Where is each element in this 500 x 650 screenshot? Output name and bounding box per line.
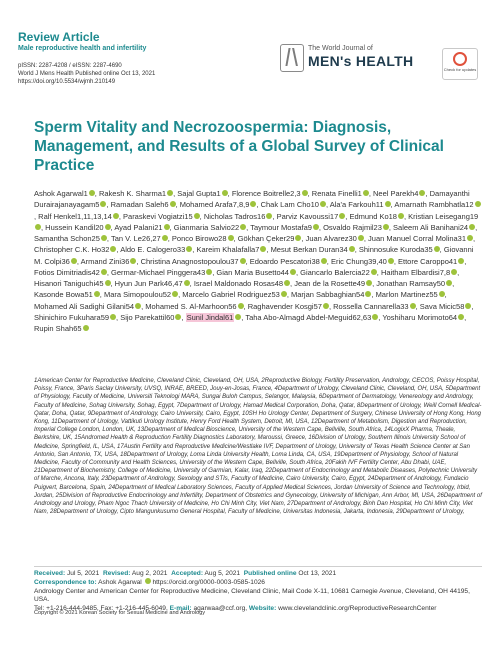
author-separator: , bbox=[376, 267, 381, 277]
author-name: Ashok Agarwal1 bbox=[34, 189, 88, 198]
author-name: Fotios Dimitriadis42 bbox=[34, 267, 100, 277]
author-separator: , bbox=[471, 301, 474, 311]
author-separator: , bbox=[199, 211, 204, 221]
author-name: Osvaldo Rajmil23 bbox=[323, 222, 382, 232]
divider bbox=[34, 566, 482, 567]
author-name: Gianmaria Salvio22 bbox=[173, 222, 240, 232]
author-separator: , bbox=[243, 301, 248, 311]
received-date: Jul 5, 2021 bbox=[67, 570, 100, 577]
author-name: Sajal Gupta1 bbox=[177, 189, 221, 198]
author-name: Sijo Parekattil60 bbox=[120, 312, 175, 322]
author-name: Paraskevi Vogiatzi15 bbox=[123, 211, 193, 221]
journal-name-big: MEN's HEALTH bbox=[308, 53, 414, 69]
author-name: Yoshiharu Morimoto64 bbox=[382, 312, 458, 322]
author-separator: , bbox=[473, 234, 476, 243]
author-name: Kasonde Bowa51 bbox=[34, 290, 93, 300]
orcid-icon bbox=[145, 578, 151, 584]
author-separator: , bbox=[136, 256, 141, 266]
published-date: Oct 13, 2021 bbox=[298, 570, 337, 577]
doi-link[interactable]: https://doi.org/10.5534/wjmh.210149 bbox=[18, 79, 116, 85]
author-name: Christopher C.K. Ho32 bbox=[34, 245, 110, 255]
correspondence-address: Andrology Center and American Center for Reproductive Medicine, Cleveland Clinic, Mail Code X-11, 10681 Carnegie Avenue, Cleveland, OH 44195, USA. bbox=[34, 587, 470, 604]
author-name: Ayad Palani21 bbox=[114, 222, 163, 232]
author-name: Christina Anagnostopoulou37 bbox=[140, 256, 239, 266]
article-meta bbox=[18, 62, 318, 86]
author-separator: , bbox=[403, 211, 409, 221]
dates-line bbox=[34, 570, 482, 578]
copyright: Copyright © 2021 Korean Society for Sexual Medicine and Andrology bbox=[34, 610, 206, 616]
author-separator: , bbox=[390, 200, 395, 210]
author-separator: , bbox=[76, 256, 81, 266]
author-name: Aldo E. Calogero33 bbox=[120, 245, 186, 255]
author-name: Raghavender Kosgi57 bbox=[247, 301, 322, 311]
author-name: Saleem Ali Banihani24 bbox=[393, 222, 469, 232]
author-name: Nicholas Tadros16 bbox=[203, 211, 266, 221]
affiliations-text: 1American Center for Reproductive Medicine, Cleveland Clinic, Cleveland, OH, USA, 2Reproductive Biology, Fertility Preservation, Andrology, CECOS, Poissy Hospital, Poissy, France, 3Paris Saclay University, UVSQ, INRAE, BREED, Jouy-en-Josas, France, 4Department of Urology, Cleveland Clinic, Cleveland, OH, USA, 5Department of Physiology, Faculty of Medicine, Universiti Teknologi MARA, Sungai Buloh Campus, Selangor, Malaysia, 6Department of Dermatology, Venereology and Andrology, Faculty of Medicine, Sohag University, Sohag, Egypt, 7Department of Urology, Hamad Medical Corporation, Doha, Qatar, 8Department of Urology, Weill Cornell Medical-Qatar, Doha, Qatar, 9Department of Andrology, Cairo University, Cairo, Egypt, 10SH Ho Urology Center, Department of Surgery, Chinese University of Hong Kong, Hong Kong, 11Department of Urology, Vattikuti Urology Institute, Henry Ford Health System, Detroit, MI, USA, 12Department of Metabolism, Digestion and Reproduction, Imperial College London, London, UK, 13Department of Medical Bioscience, University of the Western Cape, Bellville, South Africa, 14LogixX Pharma, Theale, Berkshire, UK, 15Andromed Health & Reproduction Fertility Diagnostics Laboratory, Maroussi, Greece, 16Division of Urology, Southern Illinois University School of Medicine, Springfield, IL, USA, 17Austin Fertility and Reproductive Medicine/Westlake IVF, Department of Urology, University of Texas Health Science Center at San Antonio, San Antonio, TX, USA, 18Department of Urology, Loma Linda University Health, Loma Linda, CA, USA, 19Department of Physiology, School of Natural Medicine, Faculty of Community and Health Sciences, University of the Western Cape, Bellville, South Africa, 20Fakih IVF Fertility Center, Abu Dhabi, UAE, 21Department of Biochemistry, College of Medicine, University of Garmian, Kalar, Iraq, 22Department of Endocrinology and Metabolic Diseases, Polytechnic University of Marche, Ancona, Italy, 23Department of Andrology, Sexology and STIs, Faculty of Medicine, Cairo University, Cairo, Egypt, 24Department of Andrology, Fundacio Puigvert, Barcelona, Spain, 24Department of Medical Laboratory Sciences, Faculty of Applied Medical Sciences, Jordan University of Science and Technology, Irbid, Jordan, 25Division of Reproductive Endocrinology and Infertility, Department of Obstetrics and Gynecology, University of Michigan, Ann Arbor, MI, USA, 26Department of Andrology and Urology, Pham Ngoc Thach University of Medicine, Ho Chi Minh City, Viet Nam, 27Department of Andrology, Binh Dan Hospital, Ho Chi Minh City, Viet Nam, 28Department of Urology, Cipto Mangunkusumo General Hospital, Faculty of Medicine, Universitas Indonesia, Jakarta, Indonesia, 29Department of Urology, bbox=[34, 378, 482, 516]
author-separator: , bbox=[175, 200, 180, 210]
author-separator: , bbox=[378, 312, 383, 322]
author-separator: , bbox=[246, 222, 251, 232]
author-name: Edoardo Pescatori38 bbox=[249, 256, 320, 266]
author-name: Israel Maldonado Rosas48 bbox=[193, 279, 284, 288]
author-name: Gian Maria Busetto44 bbox=[216, 267, 289, 277]
author-name: Juan Alvarez30 bbox=[305, 234, 357, 243]
author-name: Mesut Berkan Duran34 bbox=[270, 245, 348, 255]
issn: pISSN: 2287-4208 / eISSN: 2287-4690 bbox=[18, 63, 122, 69]
author-name: Mara Simopoulou52 bbox=[103, 290, 172, 300]
author-separator: , bbox=[178, 290, 183, 300]
correspondence-label: Correspondence to: bbox=[34, 579, 97, 587]
author-separator: , bbox=[272, 211, 277, 221]
revised-date: Aug 2, 2021 bbox=[131, 570, 168, 577]
author-separator: , bbox=[393, 256, 399, 266]
author-separator: , bbox=[167, 234, 172, 243]
author-separator: , bbox=[295, 267, 301, 277]
author-separator: , bbox=[368, 189, 373, 198]
author-name: Sava Micic58 bbox=[419, 301, 465, 311]
author-name: Mohamed Ali Sadighi Gilani54 bbox=[34, 301, 135, 311]
author-name: Hisanori Taniguchi45 bbox=[34, 279, 104, 288]
author-separator: , bbox=[189, 279, 194, 288]
author-name: Mohamed Arafa7,8,9 bbox=[179, 200, 250, 210]
author-separator: , bbox=[118, 211, 124, 221]
author-name: Renata Finelli1 bbox=[311, 189, 362, 198]
author-name: Jean de la Rosette49 bbox=[294, 279, 366, 288]
tel-fax: Tel: +1-216-444-9485, Fax: +1-216-445-6049, bbox=[34, 604, 168, 612]
author-name: Damayanthi Durairajanayagam5 bbox=[34, 189, 470, 210]
author-separator: , bbox=[141, 301, 146, 311]
author-list bbox=[34, 188, 482, 334]
citation: World J Mens Health Published online Oct 13, 2021 bbox=[18, 71, 156, 77]
author-separator: , bbox=[116, 245, 121, 255]
author-separator: , bbox=[181, 312, 186, 322]
author-separator: , bbox=[307, 189, 312, 198]
author-separator: , bbox=[439, 245, 444, 255]
author-separator: , bbox=[345, 211, 350, 221]
author-separator: , bbox=[245, 256, 250, 266]
author-separator: , bbox=[464, 256, 467, 266]
author-name: Amarnath Rambhatla12 bbox=[394, 200, 474, 210]
author-name: Giancarlo Balercia22 bbox=[300, 267, 370, 277]
journal-name-small: The World Journal of bbox=[308, 45, 373, 52]
author-name: Giovanni M. Colpi36 bbox=[34, 245, 474, 266]
published-label: Published online bbox=[243, 570, 297, 577]
author-separator: , bbox=[212, 267, 217, 277]
revised-label: Revised: bbox=[102, 570, 131, 577]
author-name: Parviz Kavoussi17 bbox=[276, 211, 339, 221]
author-name: Armand Zini36 bbox=[80, 256, 130, 266]
author-separator: , bbox=[452, 279, 455, 288]
check-updates-icon bbox=[453, 52, 467, 66]
author-separator: , bbox=[266, 245, 271, 255]
author-name: Taymour Mostafa9 bbox=[250, 222, 312, 232]
author-separator: , bbox=[415, 301, 420, 311]
author-separator: , bbox=[116, 312, 121, 322]
author-name: Samantha Schon25 bbox=[34, 234, 100, 243]
author-name: Marjan Sabbaghian54 bbox=[291, 290, 365, 300]
author-separator: , bbox=[328, 301, 334, 311]
author-name: Tan V. Le26,27 bbox=[110, 234, 161, 243]
website-label: Website: bbox=[248, 604, 277, 612]
author-name: Edmund Ko18 bbox=[349, 211, 397, 221]
author-name: Hussein Kandil20 bbox=[45, 222, 104, 232]
author-name: Juan Manuel Corral Molina31 bbox=[368, 234, 466, 243]
email-link[interactable]: agarwaa@ccf.org, bbox=[193, 604, 248, 612]
author-separator: , bbox=[372, 279, 377, 288]
check-updates-label: Check for updates bbox=[443, 67, 477, 72]
author-name: Ralf Henkel1,11,13,14 bbox=[38, 211, 112, 221]
author-name: Hyun Jun Park46,47 bbox=[114, 279, 183, 288]
author-name: Ramadan Saleh6 bbox=[110, 200, 169, 210]
author-separator: , bbox=[192, 245, 197, 255]
author-name: Germar-Michael Pinggera43 bbox=[111, 267, 206, 277]
author-separator: , bbox=[388, 222, 394, 232]
author-name: Kristian Leisegang19 bbox=[408, 211, 479, 221]
article-history bbox=[34, 570, 482, 613]
author-separator: , bbox=[106, 234, 111, 243]
author-name: Gökhan Çeker29 bbox=[237, 234, 295, 243]
check-for-updates-button[interactable] bbox=[442, 48, 478, 80]
accepted-date: Aug 5, 2021 bbox=[204, 570, 241, 577]
author-separator: , bbox=[169, 222, 174, 232]
author-name: Rossella Cannarella33 bbox=[333, 301, 409, 311]
accepted-label: Accepted: bbox=[171, 570, 204, 577]
article-title: Sperm Vitality and Necrozoospermia: Diagnosis, Management, and Results of a Global Survey of Clinical Practice bbox=[34, 119, 444, 174]
author-separator: , bbox=[363, 234, 369, 243]
orcid-icon[interactable] bbox=[83, 325, 89, 331]
author-separator: , bbox=[326, 256, 331, 266]
author-separator: , bbox=[464, 312, 467, 322]
author-separator: , bbox=[318, 222, 324, 232]
correspondence-name: Ashok Agarwal bbox=[98, 579, 142, 587]
author-name: Marcelo Gabriel Rodriguez53 bbox=[182, 290, 280, 300]
author-separator: , bbox=[256, 200, 261, 210]
email-label: E-mail: bbox=[169, 604, 192, 612]
author-name: Shinichiro Fukuhara59 bbox=[34, 312, 110, 322]
author-separator: , bbox=[444, 290, 447, 300]
author-name: Jonathan Ramsay50 bbox=[376, 279, 446, 288]
received-label: Received: bbox=[34, 570, 66, 577]
article-subject: Male reproductive health and infertility bbox=[18, 45, 147, 52]
author-name: Neel Parekh4 bbox=[372, 189, 419, 198]
author-name: Chak Lam Cho10 bbox=[260, 200, 319, 210]
author-separator: , bbox=[457, 267, 460, 277]
author-separator: , bbox=[325, 200, 330, 210]
author-separator: , bbox=[94, 189, 99, 198]
author-name: Ponco Birowo28 bbox=[171, 234, 227, 243]
author-separator: , bbox=[371, 290, 376, 300]
author-separator: , bbox=[173, 189, 178, 198]
author-name: Taha Abo-Almagd Abdel-Meguid62,63 bbox=[245, 312, 372, 322]
author-separator: , bbox=[286, 290, 291, 300]
author-name: Kareim Khalafalla7 bbox=[196, 245, 260, 255]
orcid-icon[interactable] bbox=[475, 201, 481, 207]
author-name: Haitham Elbardisi7,8 bbox=[380, 267, 451, 277]
author-separator: , bbox=[110, 279, 115, 288]
website-link[interactable]: www.clevelandclinic.org/ReproductiveResearchCenter bbox=[278, 604, 437, 612]
author-separator: , bbox=[354, 245, 359, 255]
author-separator: , bbox=[290, 279, 295, 288]
author-separator: , bbox=[99, 290, 104, 300]
author-name: Marlon Martinez55 bbox=[375, 290, 438, 300]
journal-logo bbox=[280, 42, 430, 74]
author-separator: , bbox=[106, 200, 111, 210]
author-separator: , bbox=[241, 312, 246, 322]
article-header bbox=[18, 30, 318, 86]
affiliations bbox=[34, 377, 482, 516]
author-name: Rupin Shah65 bbox=[34, 324, 82, 333]
author-name: Florence Boitrelle2,3 bbox=[231, 189, 301, 198]
author-name: Eric Chung39,40 bbox=[330, 256, 387, 266]
author-separator: , bbox=[110, 222, 115, 232]
author-name: Shinnosuke Kuroda35 bbox=[358, 245, 433, 255]
author-name: Ettore Caroppo41 bbox=[398, 256, 458, 266]
orcid-link[interactable]: https://orcid.org/0000-0003-0585-1026 bbox=[152, 579, 265, 587]
author-separator: , bbox=[233, 234, 238, 243]
author-separator: , bbox=[41, 222, 46, 232]
article-type: Review Article bbox=[18, 30, 100, 44]
author-separator: , bbox=[227, 189, 232, 198]
correspondence-line bbox=[34, 578, 482, 587]
journal-emblem-icon bbox=[280, 44, 304, 72]
author-name: Rakesh K. Sharma1 bbox=[98, 189, 167, 198]
author-separator: , bbox=[425, 189, 430, 198]
author-separator: , bbox=[475, 222, 478, 232]
author-separator: , bbox=[106, 267, 112, 277]
author-name: Ala'a Farkouh11 bbox=[329, 200, 384, 210]
author-separator: , bbox=[34, 211, 39, 221]
author-separator: , bbox=[301, 234, 306, 243]
author-name: Sunil Jindal61 bbox=[186, 312, 234, 322]
author-name: Mohamed S. Al-Marhoon56 bbox=[145, 301, 237, 311]
